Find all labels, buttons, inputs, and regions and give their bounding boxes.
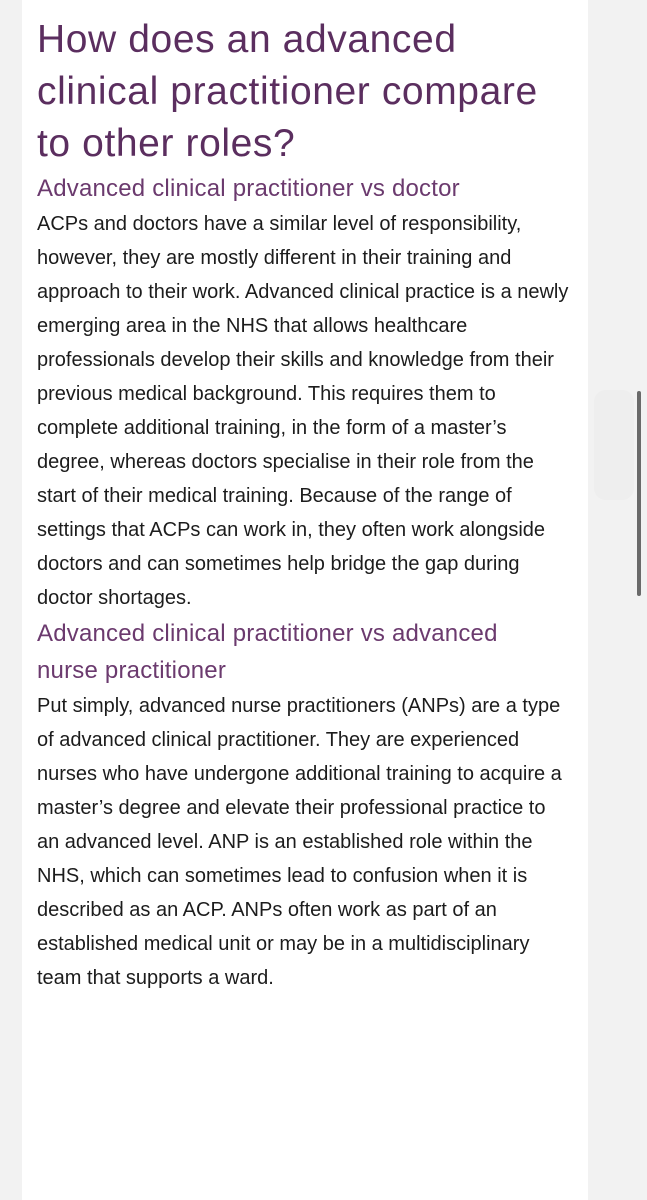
scrollbar-thumb[interactable]	[637, 391, 641, 596]
scrollbar[interactable]	[632, 0, 647, 1200]
article-heading: How does an advanced clinical practitioner compare to other roles?	[37, 18, 538, 165]
article-card	[22, 0, 588, 1200]
article-content	[22, 0, 577, 995]
section-heading-acp-vs-anp: Advanced clinical practitioner vs advanced nurse practitioner	[37, 620, 498, 684]
section-heading-acp-vs-doctor: Advanced clinical practitioner vs doctor	[37, 175, 460, 202]
section-body-acp-vs-doctor: ACPs and doctors have a similar level of responsibility, however, they are mostly different in their training and approach to their work. Advanced clinical practice is a newly emerging area in the NHS that allows healthcare professionals develop their skills and knowledge from their previous medical background. This requires them to complete additional training, in the form of a master’s degree, whereas doctors specialise in their role from the start of their medical training. Because of the range of settings that ACPs can work in, they often work alongside doctors and can sometimes help bridge the gap during doctor shortages.	[37, 213, 569, 609]
section-body-acp-vs-anp: Put simply, advanced nurse practitioners (ANPs) are a type of advanced clinical practitioner. They are experienced nurses who have undergone additional training to acquire a master’s degree and elevate their professional practice to an advanced level. ANP is an established role within the NHS, which can sometimes lead to confusion when it is described as an ACP. ANPs often work as part of an established medical unit or may be in a multidisciplinary team that supports a ward.	[37, 695, 562, 989]
background-watermark	[594, 390, 634, 500]
